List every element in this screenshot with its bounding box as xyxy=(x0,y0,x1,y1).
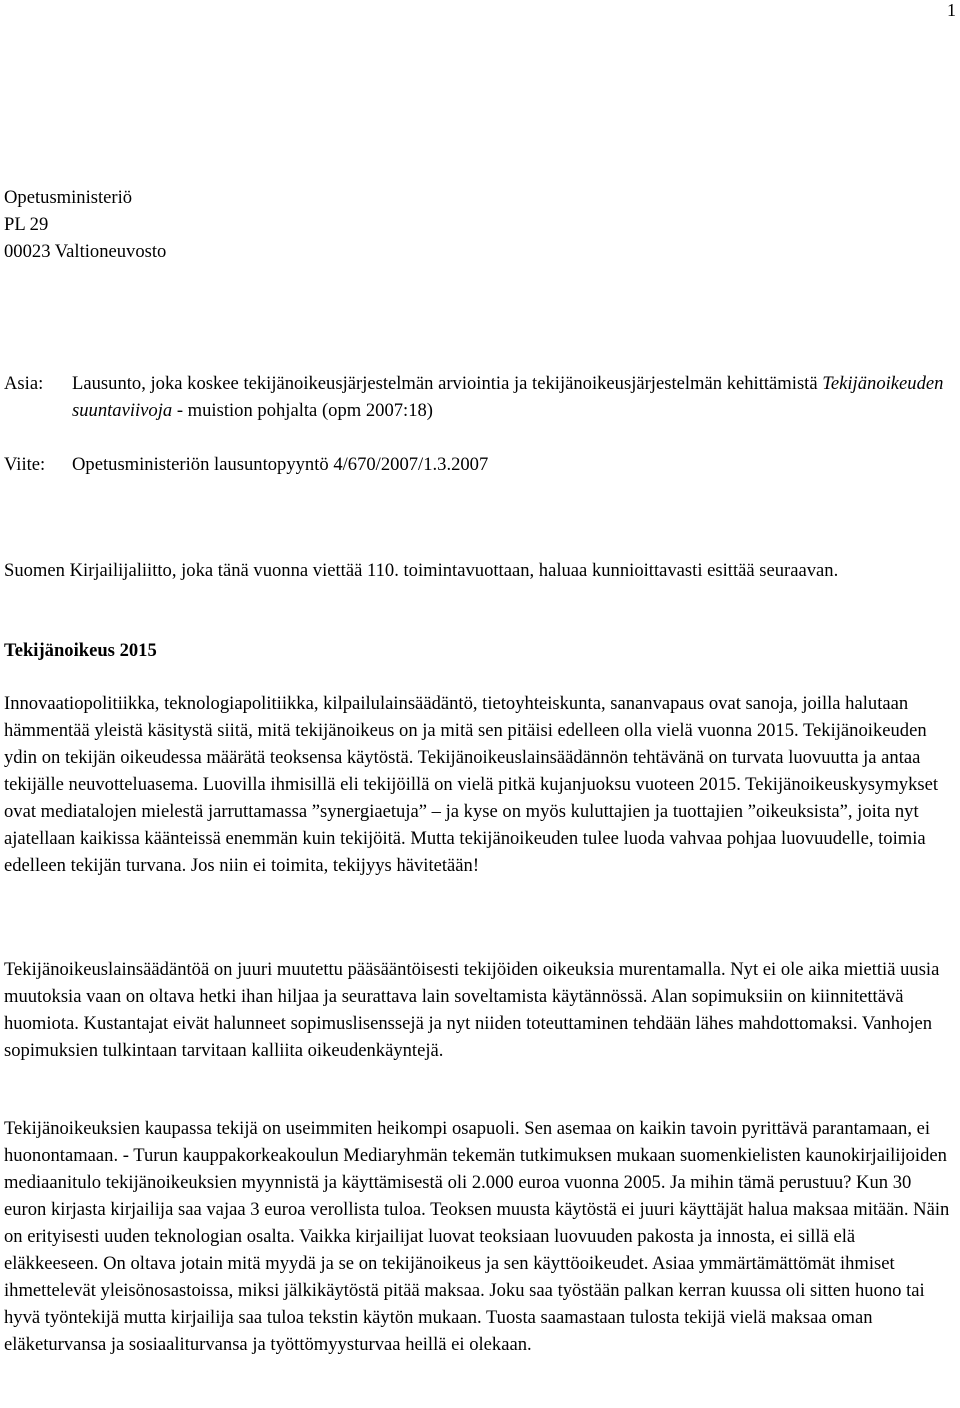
body-paragraph-1: Innovaatiopolitiikka, teknologiapolitiikka, kilpailulainsäädäntö, tietoyhteiskunta, sananvapaus ovat sanoja, joilla halutaan hämmentää yleistä käsitystä siitä, mitä tekijänoikeus on ja mitä sen pitäisi edelleen olla vielä vuonna 2015. Tekijänoikeuden ydin on tekijän oikeudessa määrätä teoksensa käytöstä. Tekijänoikeuslainsäädännön tehtävänä on turvata luovuutta ja antaa tekijälle neuvotteluasema. Luovilla ihmisillä eli tekijöillä on vielä pitkä kujanjuoksu vuoteen 2015. Tekijänoikeuskysymykset ovat mediatalojen mielestä jarruttamassa ”synergiaetuja” – ja kyse on myös kuluttajien ja tuottajien ”oikeuksista”, joita nyt ajatellaan kaikissa käänteissä enemmän kuin tekijöitä. Mutta tekijänoikeuden tulee luoda vahvaa pohjaa luovuudelle, toimia edelleen tekijän turvana. Jos niin ei toimita, tekijyys hävitetään! xyxy=(4,693,939,876)
section-heading: Tekijänoikeus 2015 xyxy=(4,640,157,661)
recipient-address xyxy=(4,184,904,265)
reference-label: Viite: xyxy=(4,454,46,475)
subject-text-part1: Lausunto, joka koskee tekijänoikeusjärjestelmän arviointia ja tekijänoikeusjärjestelmän kehittämistä xyxy=(72,373,823,394)
subject-text xyxy=(72,370,954,424)
body-paragraph-2: Tekijänoikeuslainsäädäntöä on juuri muutettu pääsääntöisesti tekijöiden oikeuksia murentamalla. Nyt ei ole aika miettiä uusia muutoksia vaan on oltava hetki ihan hiljaa ja seurattava lain soveltamista käytännössä. Alan sopimuksiin on kiinnitettävä huomiota. Kustantajat eivät halunneet sopimuslisenssejä ja nyt niiden toteuttaminen tehdään lähes mahdottomaksi. Vanhojen sopimuksien tulkintaan tarvitaan kalliita oikeudenkäyntejä. xyxy=(4,959,940,1061)
page-number: 1 xyxy=(947,0,956,20)
address-line-1: Opetusministeriö xyxy=(4,187,133,208)
subject-text-part2: - muistion pohjalta (opm 2007:18) xyxy=(172,400,433,421)
address-line-3: 00023 Valtioneuvosto xyxy=(4,241,167,262)
intro-paragraph: Suomen Kirjailijaliitto, joka tänä vuonna viettää 110. toimintavuottaan, haluaa kunnioittavasti esittää seuraavan. xyxy=(4,560,839,581)
reference-text: Opetusministeriön lausuntopyyntö 4/670/2007/1.3.2007 xyxy=(72,454,489,475)
body-paragraph-3: Tekijänoikeuksien kaupassa tekijä on useimmiten heikompi osapuoli. Sen asemaa on kaikin tavoin pyrittävä parantamaan, ei huonontamaan. - Turun kauppakorkeakoulun Mediaryhmän tekemän tutkimuksen mukaan suomenkielisten kaunokirjailijoiden mediaanitulo tekijänoikeuksien myynnistä ja käyttämisestä oli 2.000 euroa vuonna 2005. Ja mihin tämä perustuu? Kun 30 euron kirjasta kirjailija saa vajaa 3 euroa verollista tuloa. Teoksen muusta käytöstä ei juuri käyttäjät halua maksaa mitään. Näin on erityisesti uuden teknologian osalta. Vaikka kirjailijat luovat teoksiaan luovuuden pakosta ja innosta, ei sillä elä eläkkeeseen. On oltava jotain mitä myydä ja se on tekijänoikeus ja sen käyttöoikeudet. Asiaa ymmärtämättömät ihmiset ihmettelevät yleisönosastoissa, miksi jälkikäytöstä pitää maksaa. Joku saa työstään palkan kerran kuussa oli sitten huono tai hyvä työntekijä mutta kirjailija saa tuloa tekstin käytön mukaan. Tuosta saamastaan tulosta tekijä vielä maksaa oman eläketurvansa ja sosiaaliturvansa ja työttömyysturvaa heillä ei olekaan. xyxy=(4,1118,950,1355)
subject-row xyxy=(4,370,954,424)
address-line-2: PL 29 xyxy=(4,214,49,235)
subject-label: Asia: xyxy=(4,373,44,394)
reference-row xyxy=(4,451,488,478)
subject-text-italic: Tekijänoikeuden suuntaviivoja xyxy=(72,373,944,421)
